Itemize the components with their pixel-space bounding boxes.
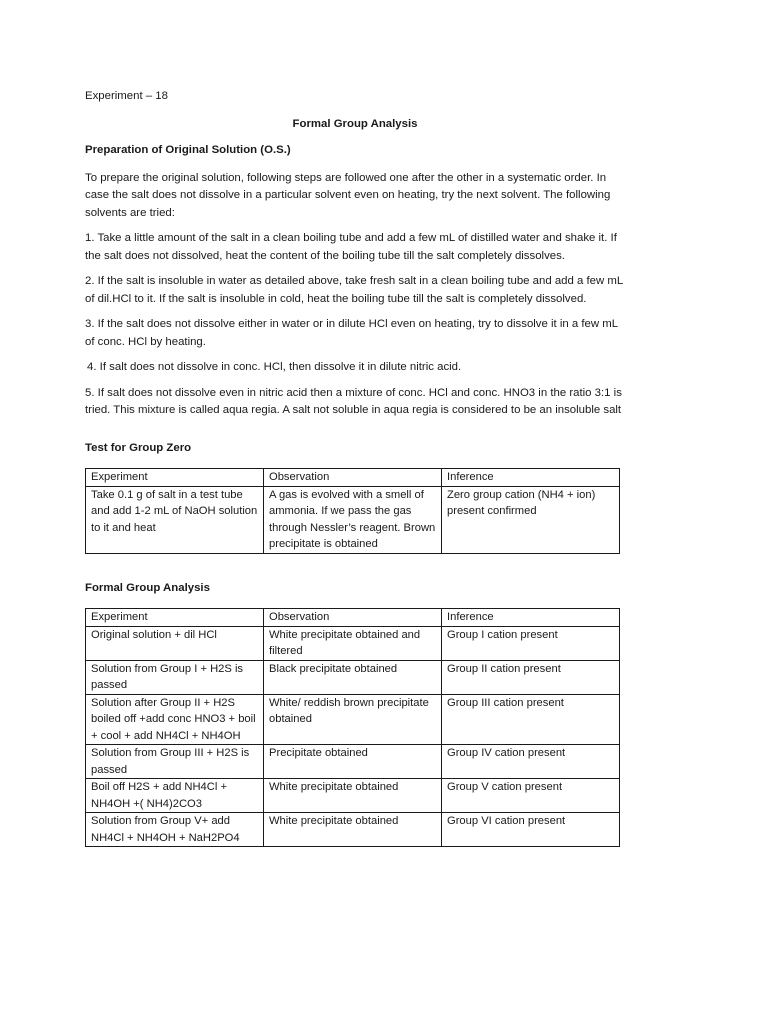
group-zero-table xyxy=(85,468,620,554)
preparation-intro: To prepare the original solution, following steps are followed one after the other in a systematic order. In case the salt does not dissolve in a particular solvent even on heating, try the next solvent. The following solvents are tried: xyxy=(85,171,611,219)
table-cell: Solution after Group II + H2S boiled off +add conc HNO3 + boil + cool + add NH4Cl + NH4OH xyxy=(86,694,264,745)
preparation-step-3: 3. If the salt does not dissolve either in water or in dilute HCl even on heating, try to dissolve it in a few mL of conc. HCl by heating. xyxy=(85,318,618,348)
table-row xyxy=(86,813,620,847)
formal-group-table xyxy=(85,608,620,847)
table-cell: White precipitate obtained xyxy=(264,813,442,847)
table-cell: White/ reddish brown precipitate obtained xyxy=(264,694,442,745)
table-header-row xyxy=(86,609,620,627)
table-cell: White precipitate obtained and filtered xyxy=(264,626,442,660)
column-header: Observation xyxy=(264,609,442,627)
preparation-step-2: 2. If the salt is insoluble in water as detailed above, take fresh salt in a clean boiling tube and add a few mL of dil.HCl to it. If the salt is insoluble in cold, heat the boiling tube till the salt is completely dissolved. xyxy=(85,275,623,305)
table-cell: A gas is evolved with a smell of ammonia. If we pass the gas through Nessler’s reagent. Brown precipitate is obtained xyxy=(264,486,442,553)
table-row xyxy=(86,660,620,694)
document-title: Formal Group Analysis xyxy=(292,117,418,130)
formal-group-heading: Formal Group Analysis xyxy=(85,581,210,594)
column-header: Inference xyxy=(442,609,620,627)
table-header-row xyxy=(86,469,620,487)
table-cell: Boil off H2S + add NH4Cl + NH4OH +( NH4)2CO3 xyxy=(86,779,264,813)
table-cell: Group V cation present xyxy=(442,779,620,813)
preparation-step-5: 5. If salt does not dissolve even in nitric acid then a mixture of conc. HCl and conc. HNO3 in the ratio 3:1 is tried. This mixture is called aqua regia. A salt not soluble in aqua regia is considered to be an insoluble salt xyxy=(85,386,622,416)
table-cell: Solution from Group V+ add NH4Cl + NH4OH + NaH2PO4 xyxy=(86,813,264,847)
table-cell: Group I cation present xyxy=(442,626,620,660)
table-cell: Group II cation present xyxy=(442,660,620,694)
column-header: Observation xyxy=(264,469,442,487)
table-cell: Zero group cation (NH4 + ion) present confirmed xyxy=(442,486,620,553)
experiment-label: Experiment – 18 xyxy=(85,90,168,102)
table-cell: Group IV cation present xyxy=(442,745,620,779)
table-row xyxy=(86,626,620,660)
document-page xyxy=(85,88,625,871)
table-cell: Solution from Group I + H2S is passed xyxy=(86,660,264,694)
table-cell: Group VI cation present xyxy=(442,813,620,847)
column-header: Experiment xyxy=(86,609,264,627)
table-cell: Group III cation present xyxy=(442,694,620,745)
preparation-step-1: 1. Take a little amount of the salt in a clean boiling tube and add a few mL of distilled water and shake it. If the salt does not dissolved, heat the content of the boiling tube till the salt completely dissolves. xyxy=(85,232,617,262)
table-row xyxy=(86,694,620,745)
table-cell: Original solution + dil HCl xyxy=(86,626,264,660)
table-row xyxy=(86,745,620,779)
table-cell: Take 0.1 g of salt in a test tube and add 1-2 mL of NaOH solution to it and heat xyxy=(86,486,264,553)
column-header: Inference xyxy=(442,469,620,487)
group-zero-heading: Test for Group Zero xyxy=(85,441,192,454)
preparation-step-4: 4. If salt does not dissolve in conc. HCl, then dissolve it in dilute nitric acid. xyxy=(87,361,462,373)
preparation-heading: Preparation of Original Solution (O.S.) xyxy=(85,144,291,156)
table-row xyxy=(86,779,620,813)
table-cell: White precipitate obtained xyxy=(264,779,442,813)
table-cell: Precipitate obtained xyxy=(264,745,442,779)
column-header: Experiment xyxy=(86,469,264,487)
table-row xyxy=(86,486,620,553)
table-cell: Solution from Group III + H2S is passed xyxy=(86,745,264,779)
table-cell: Black precipitate obtained xyxy=(264,660,442,694)
